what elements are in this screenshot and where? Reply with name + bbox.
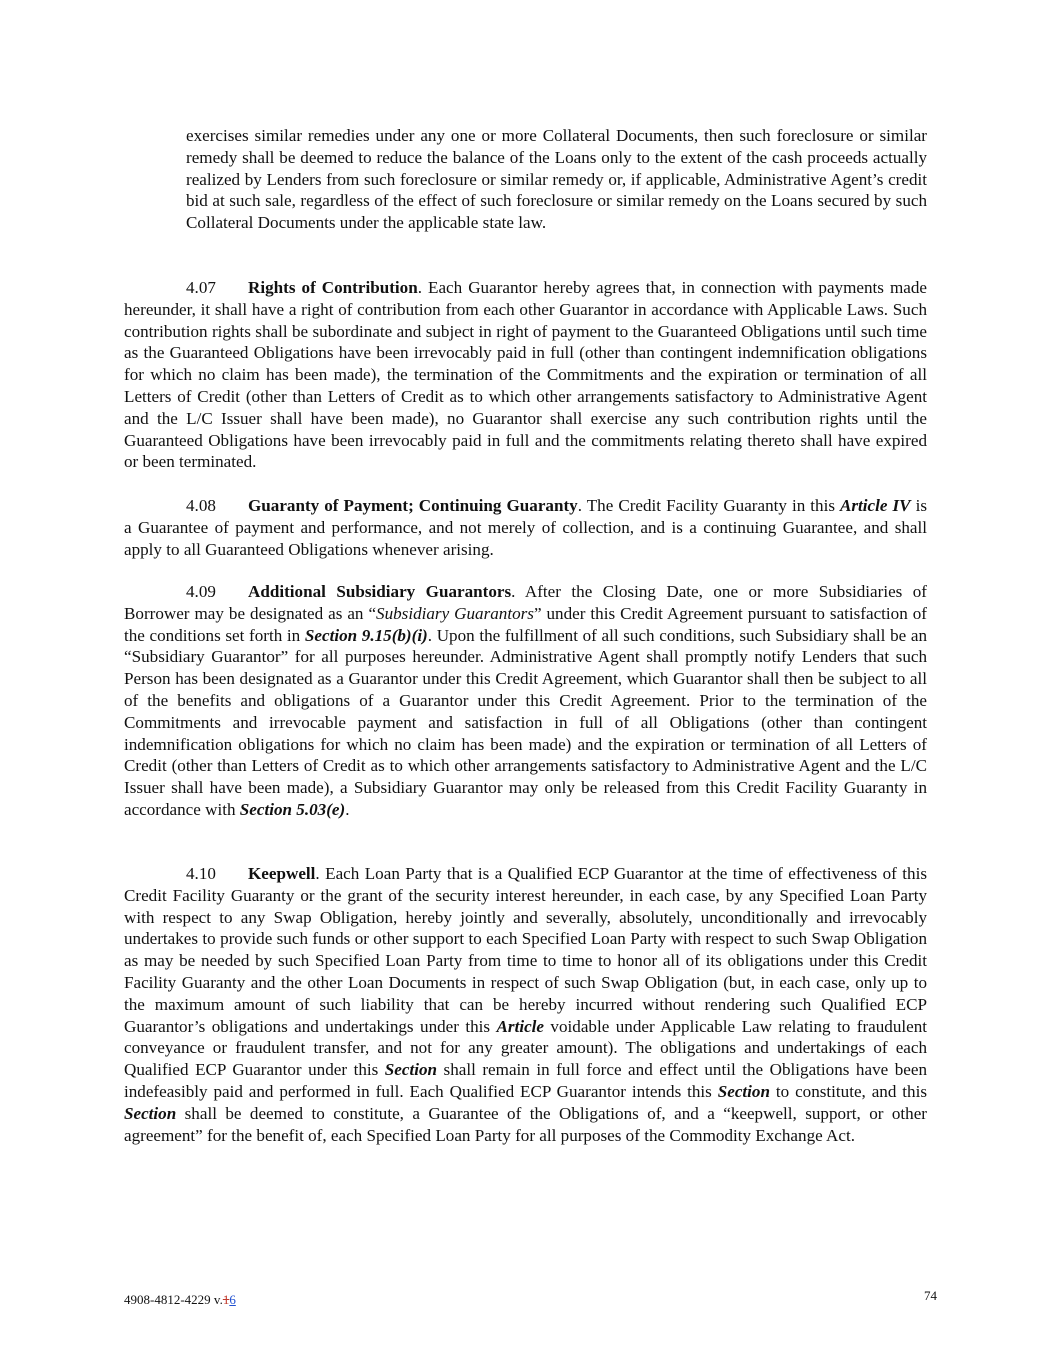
section-text: . The Credit Facility Guaranty in this [577,496,840,515]
page-number: 74 [924,1288,937,1303]
section-heading: Keepwell [248,864,316,883]
section-heading: Additional Subsidiary Guarantors [248,582,512,601]
section-heading: Guaranty of Payment; Continuing Guaranty [248,496,578,515]
section-text: is a Guarantee of payment and performance, and not merely of collection, and is a continuing Guarantee, and shall apply to all Guaranteed Obligations whenever arising. [124,496,927,559]
paragraph-text: exercises similar remedies under any one or more Collateral Documents, then such foreclosure or similar remedy shall be deemed to reduce the balance of the Loans only to the extent of the cash proceeds actually realized by Lenders from such foreclosure or similar remedy or, if applicable, Administrative Agent’s credit bid at such sale, regardless of the effect of such foreclosure or similar remedy on the Loans secured by such Collateral Documents under the applicable state law. [186,126,927,233]
section-number: 4.08 [186,496,216,515]
cross-reference: Section 5.03(e) [239,799,346,819]
section-text: . After the Closing Date, one or more Subsidiaries of Borrower may be designated as an “ [124,582,927,623]
section-4-10 [124,863,927,1146]
section-4-09 [124,581,927,821]
section-text: voidable under Applicable Law relating to fraudulent conveyance or fraudulent transfer, and not for any greater amount). The obligations and undertakings of each Qualified ECP Guarantor under this [124,1016,927,1080]
cross-reference: Section [384,1060,438,1080]
section-4-07 [124,277,927,473]
defined-term: Subsidiary Guarantors [376,603,534,623]
section-heading: Rights of Contribution [248,278,418,297]
section-text: . Upon the fulfillment of all such conditions, such Subsidiary shall be an “Subsidiary Guarantor” for all purposes hereunder. Administrative Agent shall promptly notify Lenders that such Person has been designated as a Guarantor under this Credit Agreement, which Guarantor shall then be subject to all of the benefits and obligations of a Guarantor under this Credit Agreement. Prior to the termination of the Commitments and irrevocable payment and satisfaction in full of all Obligations (other than contingent indemnification obligations for which no claim has been made) and the expiration or termination of all Letters of Credit (other than Letters of Credit as to which other arrangements satisfactory to Administrative Agent and the L/C Issuer shall have been made), a Subsidiary Guarantor may only be released from this Credit Facility Guaranty in accordance with [124,625,927,819]
cross-reference: Article IV [840,496,911,515]
section-text: . Each Guarantor hereby agrees that, in connection with payments made hereunder, it shall have a right of contribution from each other Guarantor in accordance with Applicable Laws. Such contribution rights shall be subordinate and subject in right of payment to the Guaranteed Obligations until such time as the Guaranteed Obligations have been irrevocably paid in full (other than contingent indemnification obligations for which no claim has been made), the termination of the Commitments and the expiration or termination of all Letters of Credit (other than Letters of Credit as to which other arrangements satisfactory to Administrative Agent and the L/C Issuer shall have been made), no Guarantor shall exercise any such contribution rights until the Guaranteed Obligations have been irrevocably paid in full and the commitments relating thereto shall have expired or been terminated. [124,278,927,472]
section-4-08 [124,495,927,560]
cross-reference: Section 9.15(b)(i) [304,625,428,645]
cross-reference: Article [496,1016,544,1036]
section-text: shall be deemed to constitute, a Guarantee of the Obligations of, and a “keepwell, support, or other agreement” for the benefit of, each Specified Loan Party for all purposes of the Commodity Exchange Act. [124,1103,927,1145]
document-id [124,1289,236,1311]
section-text: to constitute, and this [769,1081,927,1101]
document-id-text: 4908-4812-4229 v. [124,1292,223,1307]
version-deleted: 1 [222,1292,230,1307]
section-text: ” under this Credit Agreement pursuant to satisfaction of the conditions set forth in [124,603,927,645]
cross-reference: Section [124,1103,177,1123]
version-inserted: 6 [229,1292,236,1307]
section-text: . Each Loan Party that is a Qualified ECP Guarantor at the time of effectiveness of this Credit Facility Guaranty or the grant of the security interest hereunder, in each case, by any Specified Loan Party with respect to any Swap Obligation, hereby jointly and severally, absolutely, unconditionally and irrevocably undertakes to provide such funds or other support to each Specified Loan Party with respect to such Swap Obligation as may be needed by such Specified Loan Party from time to time to honor all of its obligations under this Credit Facility Guaranty and the other Loan Documents in respect of such Swap Obligation (but, in each case, only up to the maximum amount of such liability that can be hereby incurred without rendering such Qualified ECP Guarantor’s obligations and undertakings under this [124,864,927,1036]
cross-reference: Section [717,1081,770,1101]
section-number: 4.09 [186,582,216,601]
section-number: 4.10 [186,864,216,883]
section-text: . [345,799,350,819]
paragraph-continuation [186,125,927,234]
section-number: 4.07 [186,278,216,297]
section-text: shall remain in full force and effect until the Obligations have been indefeasibly paid and performed in full. Each Qualified ECP Guarantor intends this [124,1060,927,1101]
